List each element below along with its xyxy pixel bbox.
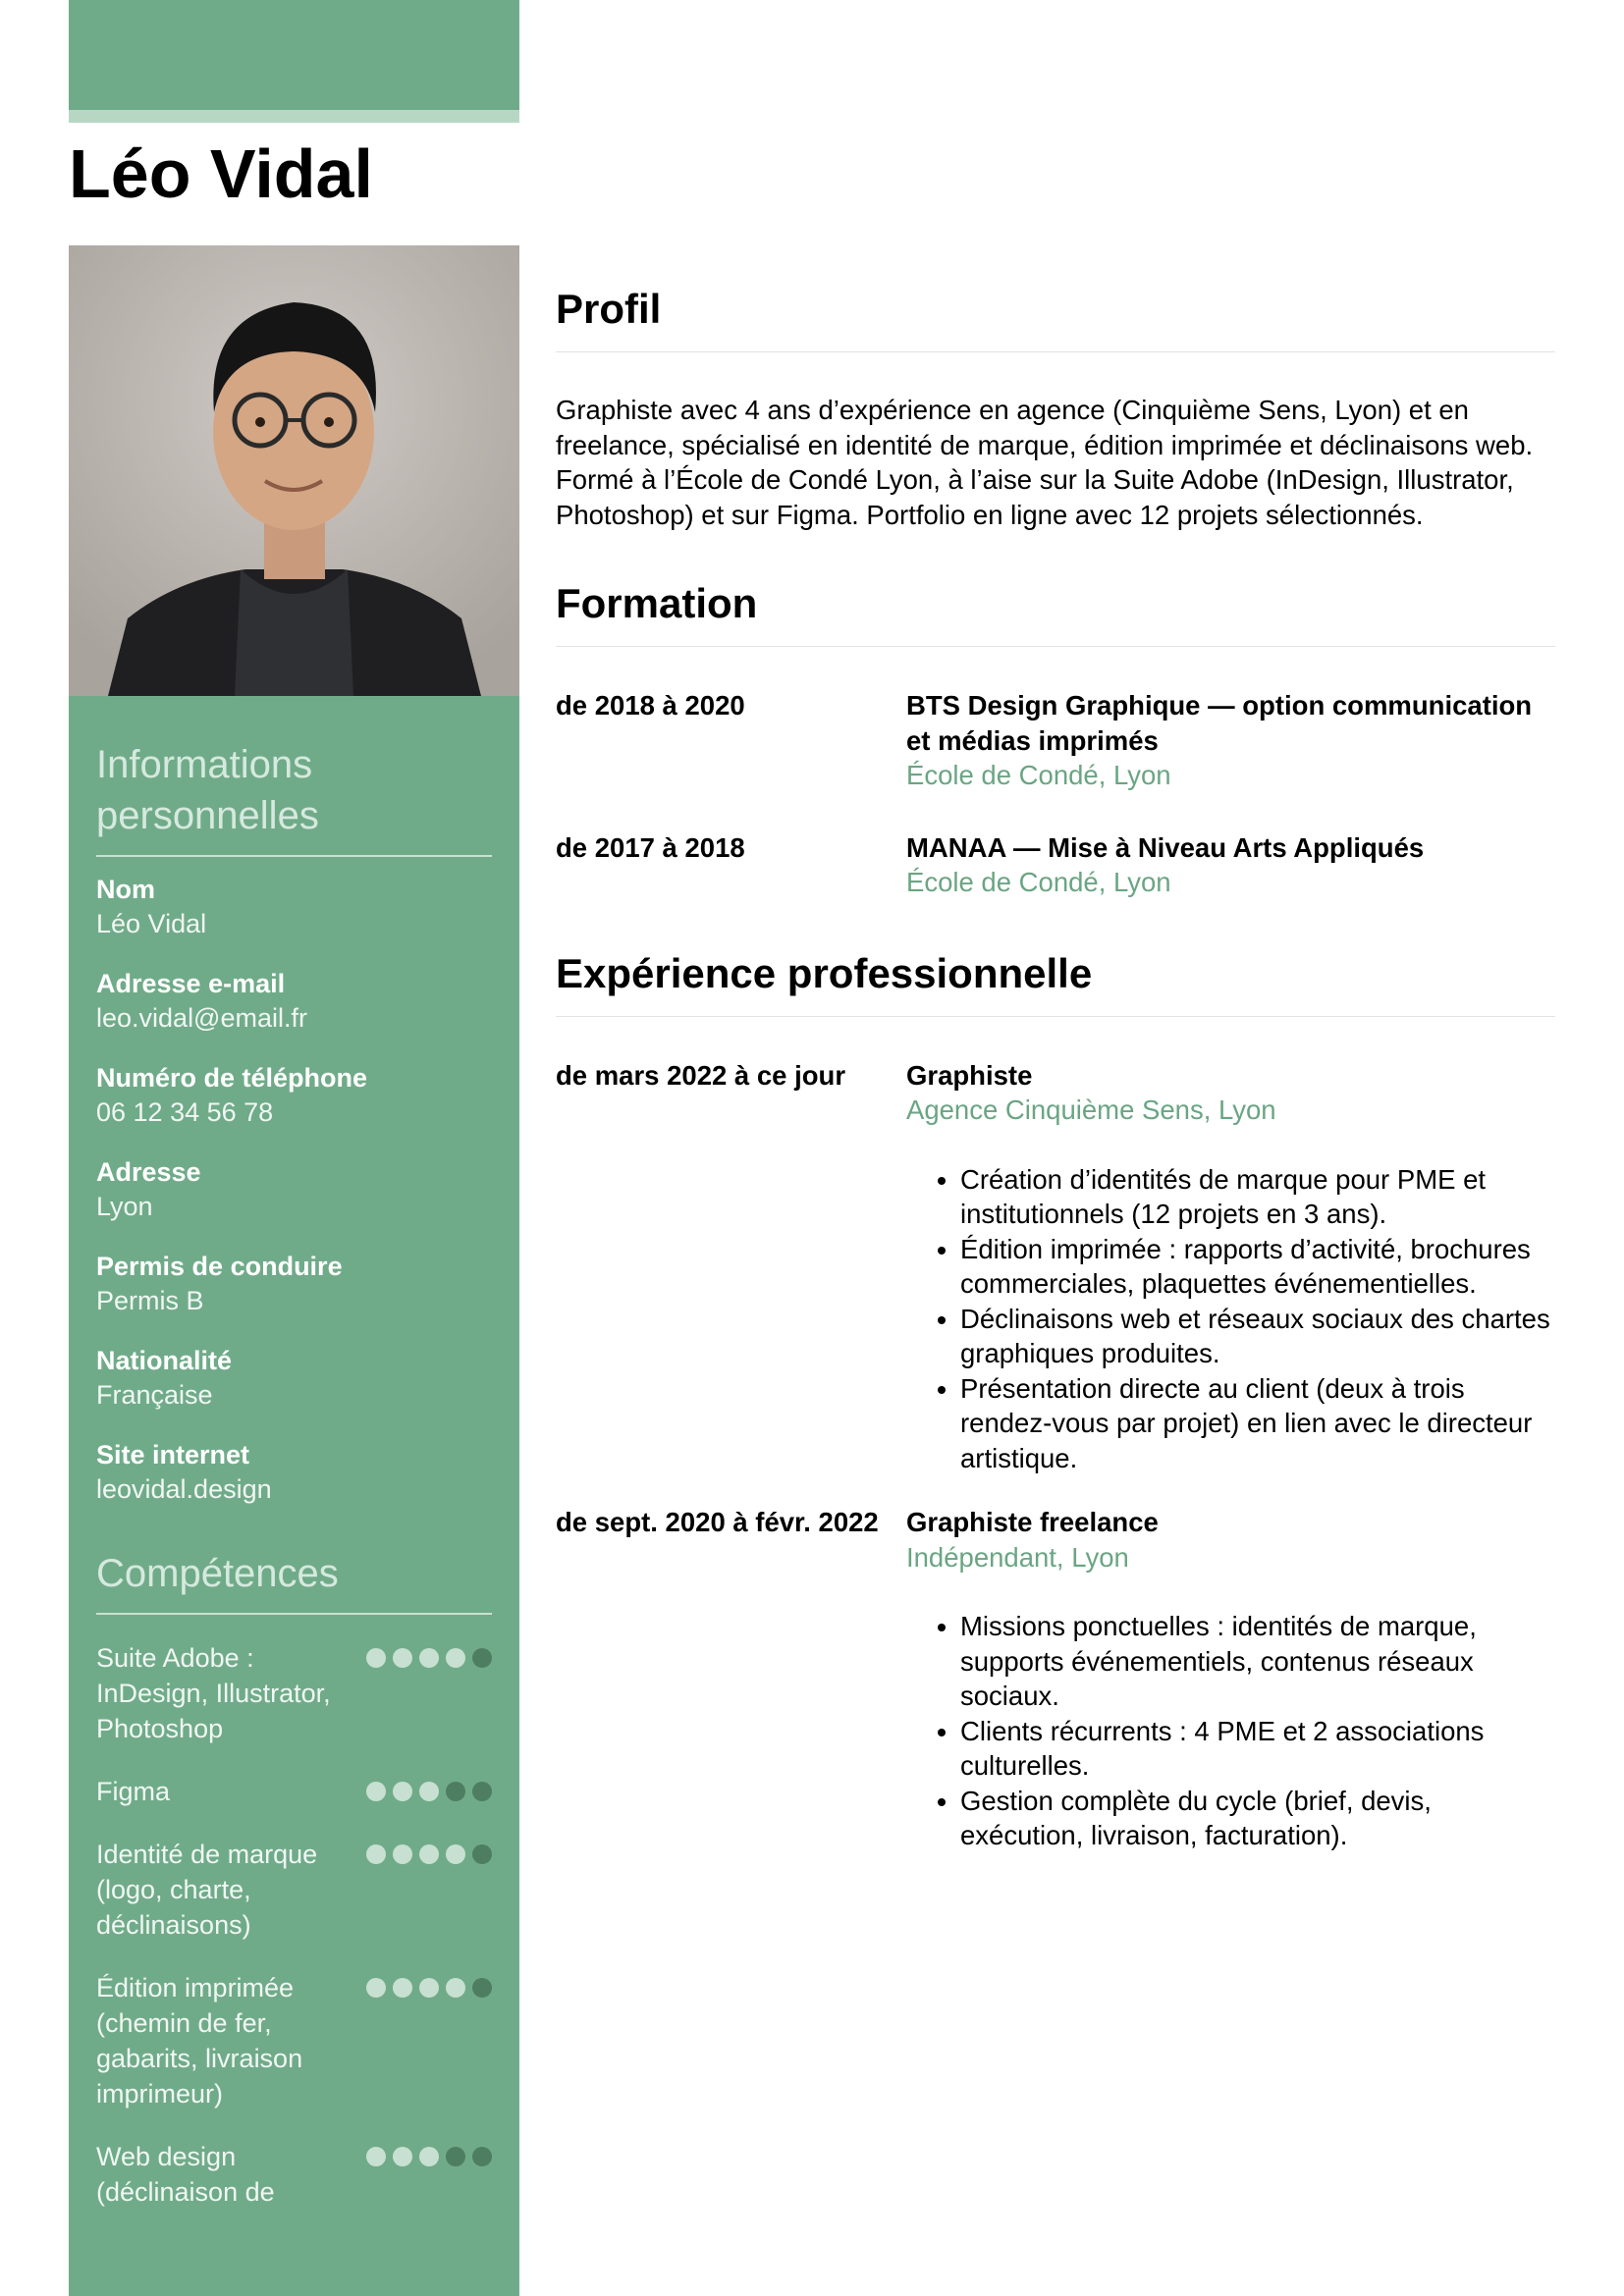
- skill-row: [96, 2139, 492, 2210]
- rating-dot-filled: [366, 1844, 386, 1864]
- rating-dot-empty: [472, 1978, 492, 1998]
- person-name: Léo Vidal: [69, 135, 373, 212]
- entry-school: École de Condé, Lyon: [906, 760, 1171, 790]
- personal-info-list: [96, 873, 492, 1507]
- bullet-item: • Création d’identités de marque pour PME et institutionnels (12 projets en 3 ans).: [960, 1162, 1555, 1232]
- info-value: leo.vidal@email.fr: [96, 1003, 307, 1033]
- main-content: [556, 285, 1555, 1891]
- rating-dot-filled: [366, 1978, 386, 1998]
- entry-date: de mars 2022 à ce jour: [556, 1059, 846, 1091]
- info-item-phone: [96, 1061, 492, 1130]
- rating-dot-filled: [393, 1648, 412, 1668]
- info-label: Permis de conduire: [96, 1252, 343, 1281]
- entry-title: MANAA — Mise à Niveau Arts Appliqués: [906, 831, 1425, 863]
- info-item-name: [96, 873, 492, 941]
- skill-name: Suite Adobe : InDesign, Illustrator, Photoshop: [96, 1643, 331, 1743]
- skills-heading: Compétences: [96, 1548, 492, 1615]
- education-title: Formation: [556, 579, 1555, 647]
- info-value: Léo Vidal: [96, 909, 207, 938]
- rating-dot-empty: [472, 1782, 492, 1801]
- info-label: Adresse: [96, 1157, 201, 1187]
- header-band-stripe: [69, 110, 519, 123]
- info-label: Nom: [96, 875, 155, 904]
- entry-bullets: [906, 1162, 1555, 1476]
- profile-photo: [69, 245, 519, 696]
- entry-body: [906, 688, 1555, 793]
- rating-dot-filled: [419, 1782, 439, 1801]
- rating-dot-filled: [446, 1844, 465, 1864]
- entry-title: Graphiste: [906, 1059, 1033, 1091]
- entry-school: École de Condé, Lyon: [906, 867, 1171, 897]
- education-entry: [556, 830, 1555, 900]
- profile-text: Graphiste avec 4 ans d’expérience en agence (Cinquième Sens, Lyon) et en freelance, spécialisé en identité de marque, édition imprimée et déclinaisons web. Formé à l’École de Condé Lyon, à l’aise sur la Suite Adobe (InDesign, Illustrator, Photoshop) et sur Figma. Portfolio en ligne avec 12 projets sélectionnés.: [556, 395, 1534, 530]
- experience-entry: [556, 1058, 1555, 1476]
- entry-date: de 2018 à 2020: [556, 690, 745, 721]
- bullet-item: • Clients récurrents : 4 PME et 2 associations culturelles.: [960, 1714, 1555, 1784]
- rating-dot-filled: [446, 1978, 465, 1998]
- skills-list: [96, 1640, 492, 2210]
- sidebar: [69, 245, 519, 2296]
- info-label: Adresse e-mail: [96, 969, 286, 998]
- experience-title: Expérience professionnelle: [556, 949, 1555, 1017]
- header-band: [69, 0, 519, 123]
- skill-rating: [366, 2139, 492, 2166]
- rating-dot-filled: [393, 1844, 412, 1864]
- bullet-item: • Déclinaisons web et réseaux sociaux des chartes graphiques produites.: [960, 1302, 1555, 1371]
- skill-rating: [366, 1837, 492, 1864]
- rating-dot-empty: [472, 2147, 492, 2166]
- rating-dot-empty: [446, 1782, 465, 1801]
- skill-row: [96, 1837, 492, 1943]
- skill-rating: [366, 1774, 492, 1801]
- rating-dot-filled: [419, 1844, 439, 1864]
- experience-list: [556, 1058, 1555, 1853]
- rating-dot-filled: [393, 1782, 412, 1801]
- entry-bullets: [906, 1609, 1555, 1853]
- info-item-website: [96, 1438, 492, 1507]
- info-item-license: [96, 1250, 492, 1318]
- experience-section: [556, 949, 1555, 1853]
- entry-company: Agence Cinquième Sens, Lyon: [906, 1095, 1276, 1125]
- skill-rating: [366, 1970, 492, 1998]
- personal-info-heading: Informations personnelles: [96, 739, 492, 857]
- rating-dot-filled: [366, 2147, 386, 2166]
- education-section: [556, 579, 1555, 900]
- bullet-item: • Missions ponctuelles : identités de marque, supports événementiels, contenus réseaux sociaux.: [960, 1609, 1555, 1714]
- skill-name: Web design (déclinaison de: [96, 2142, 275, 2207]
- bullet-item: • Présentation directe au client (deux à trois rendez-vous par projet) en lien avec le directeur artistique.: [960, 1371, 1555, 1476]
- profile-section: [556, 285, 1555, 532]
- entry-date: de sept. 2020 à févr. 2022: [556, 1507, 879, 1537]
- entry-body: [906, 1505, 1555, 1853]
- skill-name: Édition imprimée (chemin de fer, gabarits, livraison imprimeur): [96, 1973, 303, 2109]
- info-label: Nationalité: [96, 1346, 233, 1375]
- rating-dot-empty: [446, 2147, 465, 2166]
- info-item-address: [96, 1155, 492, 1224]
- experience-entry: [556, 1505, 1555, 1853]
- info-item-nationality: [96, 1344, 492, 1413]
- education-list: [556, 688, 1555, 900]
- rating-dot-filled: [393, 1978, 412, 1998]
- info-value: Permis B: [96, 1286, 204, 1315]
- rating-dot-filled: [366, 1648, 386, 1668]
- rating-dot-filled: [446, 1648, 465, 1668]
- entry-company: Indépendant, Lyon: [906, 1541, 1129, 1573]
- rating-dot-empty: [472, 1648, 492, 1668]
- rating-dot-filled: [419, 1978, 439, 1998]
- rating-dot-empty: [472, 1844, 492, 1864]
- skill-row: [96, 1970, 492, 2111]
- entry-body: [906, 1058, 1555, 1476]
- bullet-item: • Gestion complète du cycle (brief, devis, exécution, livraison, facturation).: [960, 1784, 1555, 1853]
- info-label: Site internet: [96, 1440, 250, 1469]
- bullet-item: • Édition imprimée : rapports d’activité, brochures commerciales, plaquettes événementielles.: [960, 1232, 1555, 1302]
- rating-dot-filled: [393, 2147, 412, 2166]
- entry-body: [906, 830, 1555, 900]
- info-value: 06 12 34 56 78: [96, 1097, 274, 1127]
- profile-title: Profil: [556, 285, 1555, 352]
- info-label: Numéro de téléphone: [96, 1063, 368, 1093]
- skill-row: [96, 1640, 492, 1746]
- skill-rating: [366, 1640, 492, 1668]
- rating-dot-filled: [419, 1648, 439, 1668]
- info-value: Française: [96, 1380, 213, 1410]
- education-entry: [556, 688, 1555, 793]
- header-band-color: [69, 0, 519, 110]
- skill-name: Figma: [96, 1777, 171, 1806]
- skill-row: [96, 1774, 492, 1809]
- entry-title: Graphiste freelance: [906, 1507, 1159, 1537]
- skill-name: Identité de marque (logo, charte, déclinaisons): [96, 1840, 318, 1940]
- info-value: leovidal.design: [96, 1474, 272, 1504]
- rating-dot-filled: [366, 1782, 386, 1801]
- info-item-email: [96, 967, 492, 1036]
- rating-dot-filled: [419, 2147, 439, 2166]
- info-value: Lyon: [96, 1192, 153, 1221]
- entry-date: de 2017 à 2018: [556, 831, 745, 863]
- entry-title: BTS Design Graphique — option communication et médias imprimés: [906, 690, 1533, 756]
